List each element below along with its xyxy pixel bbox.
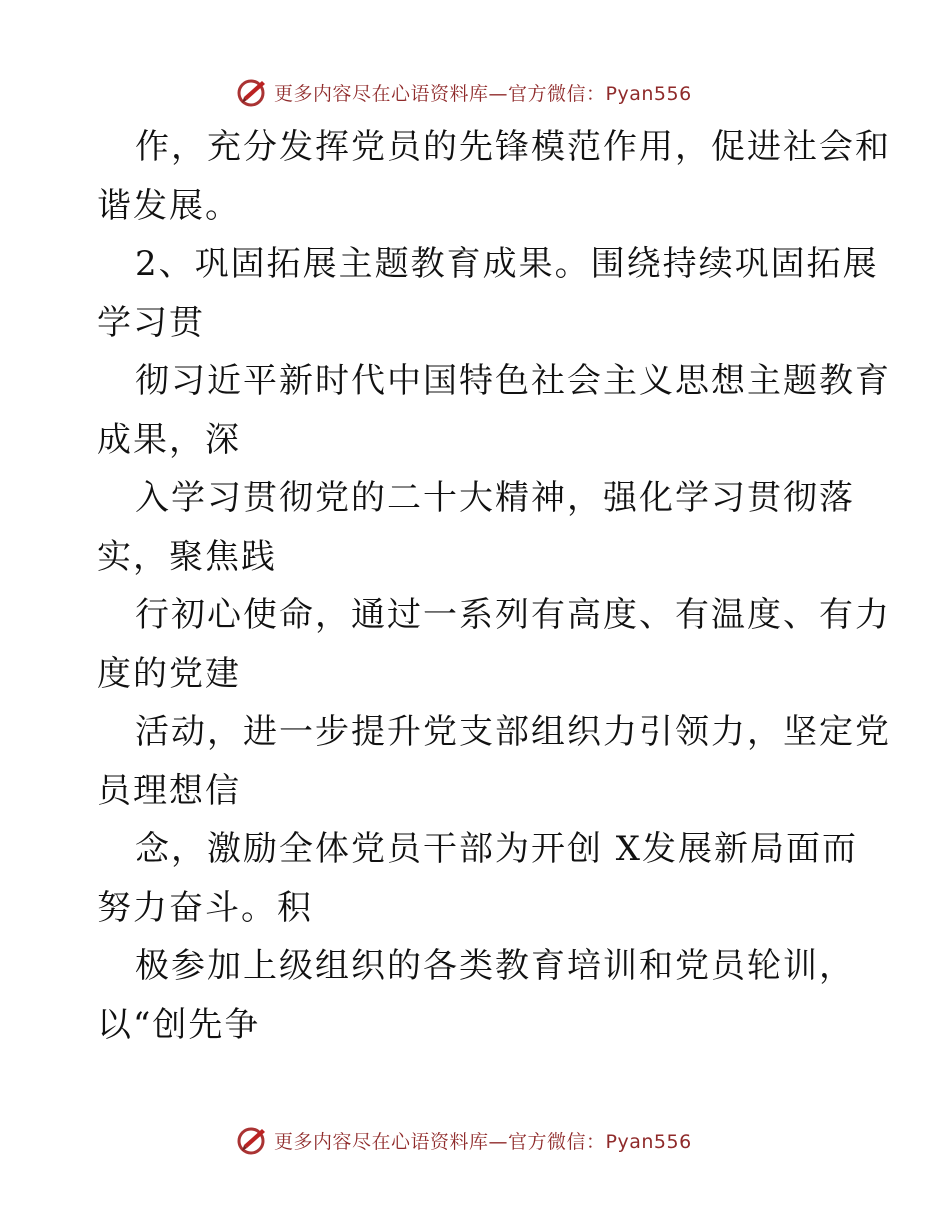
text-line: 度的党建 bbox=[97, 653, 241, 694]
text-line: 彻习近平新时代中国特色社会主义思想主题教育 bbox=[135, 361, 891, 401]
text-line: 谐发展。 bbox=[97, 185, 241, 226]
pen-logo-icon bbox=[236, 1123, 270, 1157]
text-line: 极参加上级组织的各类教育培训和党员轮训， bbox=[135, 946, 855, 986]
text-line: 努力奋斗。积 bbox=[97, 887, 313, 928]
text-line: 2、巩固拓展主题教育成果。围绕持续巩固拓展 bbox=[135, 244, 879, 284]
text-line: 入学习贯彻党的二十大精神，强化学习贯彻落 bbox=[135, 478, 855, 518]
footer-banner-text: 更多内容尽在心语资料库—官方微信：Pyan556 bbox=[274, 1130, 692, 1153]
footer-banner bbox=[236, 1120, 756, 1160]
pen-logo-icon bbox=[236, 75, 270, 109]
text-line: 作，充分发挥党员的先锋模范作用，促进社会和 bbox=[135, 127, 891, 167]
text-line: 学习贯 bbox=[97, 302, 205, 343]
text-line: 以“创先争 bbox=[97, 1004, 261, 1045]
header-banner-text: 更多内容尽在心语资料库—官方微信：Pyan556 bbox=[274, 82, 692, 105]
text-line: 成果，深 bbox=[97, 419, 241, 460]
text-line: 念，激励全体党员干部为开创 X发展新局面而 bbox=[135, 829, 859, 869]
text-line: 实，聚焦践 bbox=[97, 536, 277, 577]
document-body bbox=[97, 118, 891, 1054]
text-line: 活动，进一步提升党支部组织力引领力，坚定党 bbox=[135, 712, 891, 752]
text-line: 员理想信 bbox=[97, 770, 241, 811]
header-banner bbox=[236, 72, 756, 112]
text-line: 行初心使命，通过一系列有高度、有温度、有力 bbox=[135, 595, 891, 635]
